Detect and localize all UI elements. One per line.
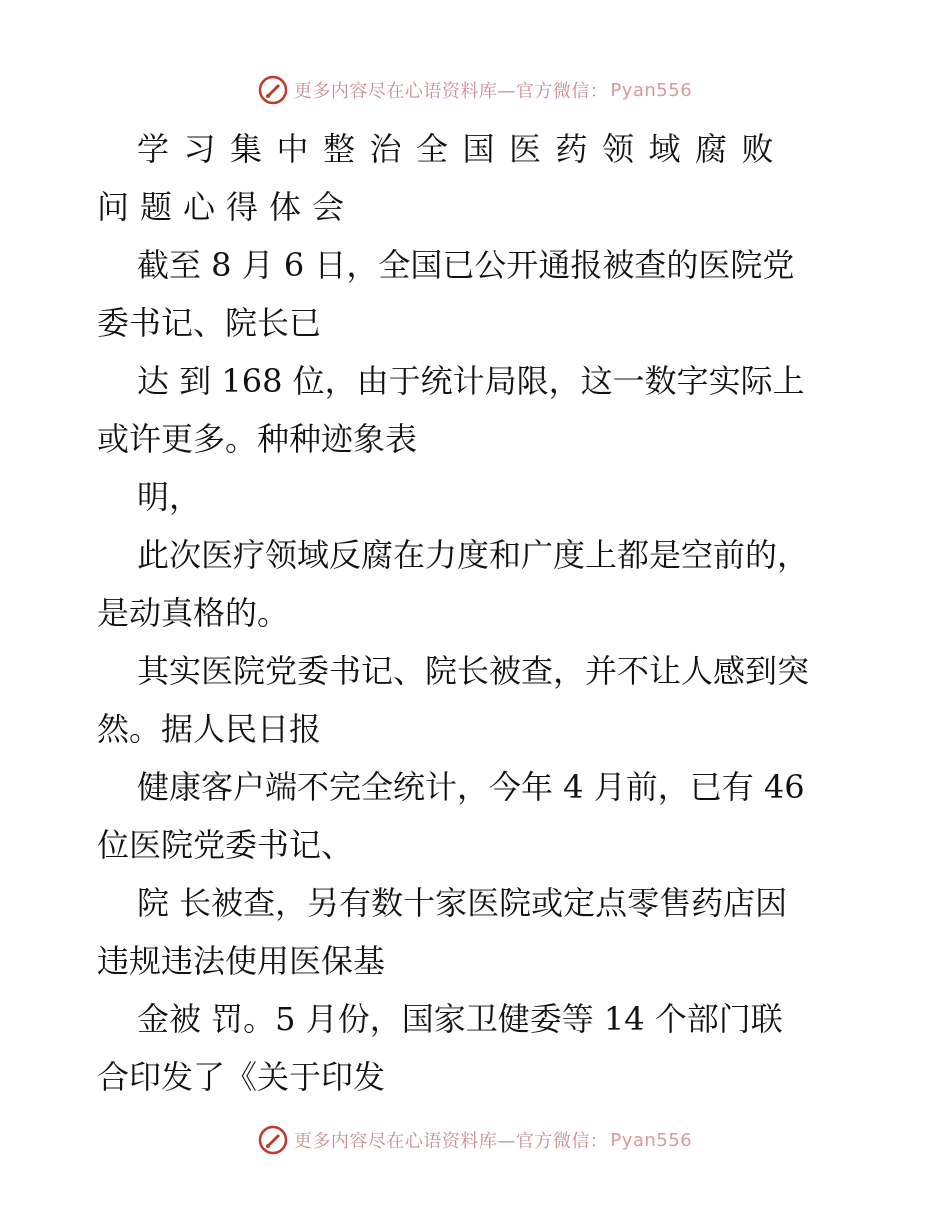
paragraph-line: 违规违法使用医保基 [97, 942, 386, 980]
document-body [97, 120, 853, 1106]
brand-logo-icon [258, 1125, 288, 1155]
paragraph-line: 院 长被查，另有数十家医院或定点零售药店因 [137, 884, 788, 922]
paragraph-line: 金被 罚。5 月份，国家卫健委等 14 个部门联 [137, 1000, 783, 1038]
watermark-account: Pyan556 [610, 79, 693, 101]
paragraph-line: 健康客户端不完全统计，今年 4 月前，已有 46 [137, 768, 805, 806]
paragraph-line: 是动真格的。 [97, 594, 290, 632]
doc-title-line-1: 学习集中整治全国医药领域腐败 [137, 130, 789, 168]
paragraph-line: 此次医疗领域反腐在力度和广度上都是空前的， [137, 536, 810, 574]
brand-logo-icon [258, 75, 288, 105]
paragraph-line: 或许更多。种种迹象表 [97, 420, 418, 458]
paragraph-line: 然。据人民日报 [97, 710, 322, 748]
header-watermark [0, 70, 950, 110]
paragraph-line: 明， [137, 478, 202, 516]
footer-watermark [0, 1120, 950, 1160]
paragraph-line: 委书记、院长已 [97, 304, 322, 342]
paragraph-line: 位医院党委书记、 [97, 826, 354, 864]
paragraph-line: 其实医院党委书记、院长被查，并不让人感到突 [137, 652, 810, 690]
watermark-text: 更多内容尽在心语资料库—官方微信： [293, 81, 609, 102]
watermark-account: Pyan556 [610, 1129, 693, 1151]
watermark-text: 更多内容尽在心语资料库—官方微信： [293, 1131, 609, 1152]
doc-title-line-2: 问题心得体会 [97, 188, 356, 226]
paragraph-line: 达 到 168 位，由于统计局限，这一数字实际上 [137, 362, 805, 400]
paragraph-line: 合印发了《关于印发 [97, 1058, 386, 1096]
paragraph-line: 截至 8 月 6 日，全国已公开通报被查的医院党 [137, 246, 795, 284]
